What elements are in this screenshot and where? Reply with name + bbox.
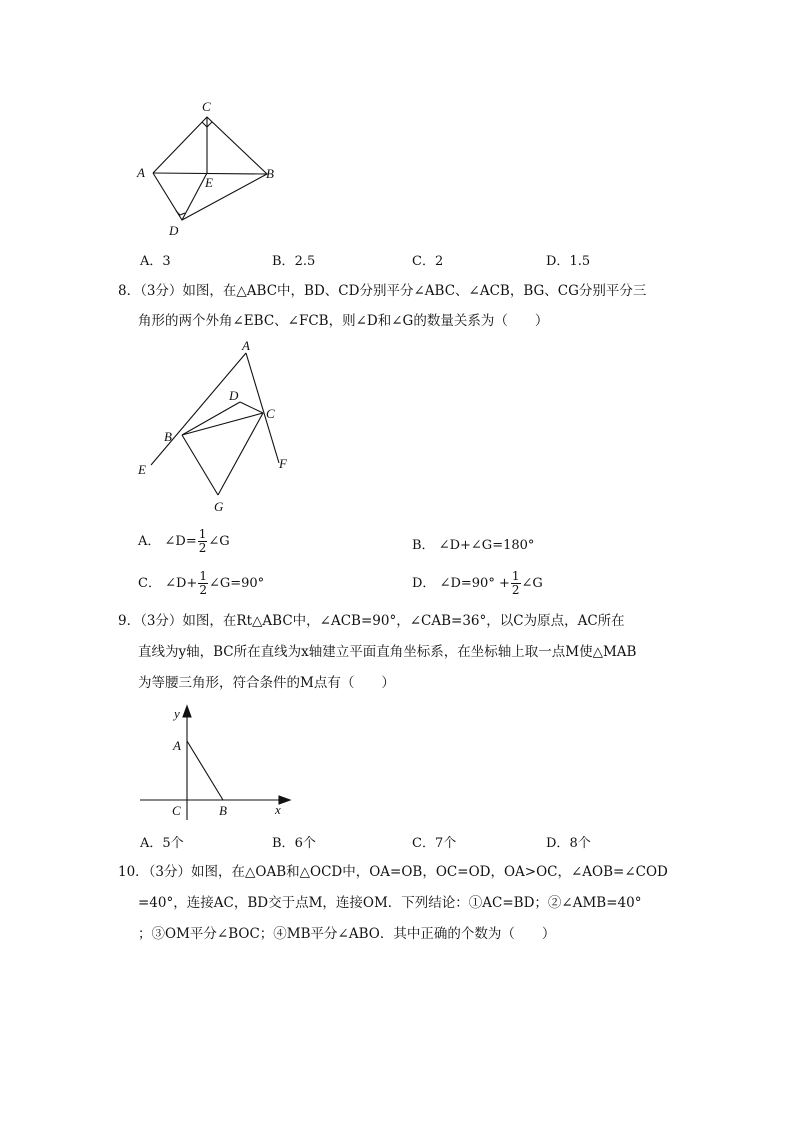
fraction-denominator: 2	[199, 583, 207, 597]
option-text: 3	[162, 254, 171, 269]
q8-figure-bc	[182, 413, 263, 435]
q7-label-c: C	[202, 99, 211, 114]
q9-option-d[interactable]	[546, 832, 591, 851]
q8-figure-ea	[151, 353, 246, 465]
option-letter: A．	[140, 254, 163, 269]
q10-stem-line2: =40°，连接AC，BD交于点M，连接OM．下列结论：①AC=BD；②∠AMB=40°	[138, 895, 642, 911]
option-text: 5个	[162, 836, 184, 851]
q8-stem-line1: 8．（3分）如图，在△ABC中，BD、CD分别平分∠ABC、∠ACB，BG、CG分别平分三	[118, 283, 647, 299]
option-text: ∠D+∠G=180°	[438, 538, 535, 553]
q8-stem-line2: 角形的两个外角∠EBC、∠FCB，则∠D和∠G的数量关系为（ ）	[138, 313, 549, 329]
q8-label-a: A	[242, 338, 250, 353]
q7-figure-right-angle-d	[176, 211, 185, 215]
q7-option-a[interactable]	[140, 250, 171, 269]
q7-figure	[130, 96, 290, 242]
q9-figure-ab	[187, 741, 223, 800]
q9-option-b[interactable]	[272, 832, 316, 851]
fraction-numerator: 1	[198, 527, 207, 541]
option-letter: D．	[546, 254, 570, 269]
fraction-denominator: 2	[511, 583, 520, 597]
option-letter: B．	[272, 836, 295, 851]
q8-label-f: F	[279, 456, 287, 471]
option-letter: C．	[412, 254, 435, 269]
option-letter: A．	[140, 836, 163, 851]
q7-label-e: E	[205, 175, 213, 190]
q7-label-d: D	[169, 223, 179, 238]
q8-label-g: G	[214, 499, 224, 514]
q9-label-c: C	[172, 803, 181, 818]
q9-stem-line2: 直线为y轴，BC所在直线为x轴建立平面直角坐标系，在坐标轴上取一点M使△MAB	[138, 644, 637, 660]
option-letter: D．	[412, 576, 436, 591]
q7-label-a: A	[137, 165, 145, 180]
q9-option-c[interactable]	[412, 832, 456, 851]
q8-figure-dc	[240, 402, 263, 413]
q8-label-e: E	[138, 462, 146, 477]
fraction	[511, 570, 521, 597]
option-letter: C．	[138, 576, 161, 591]
q9-label-b: B	[219, 803, 227, 818]
option-letter: C．	[412, 836, 435, 851]
q7-option-d[interactable]	[546, 250, 590, 269]
q9-label-x: x	[275, 802, 281, 817]
q9-figure-y-arrow	[183, 706, 191, 717]
option-letter: B．	[412, 538, 435, 553]
option-text: ∠D=	[164, 534, 197, 549]
option-letter: B．	[272, 254, 295, 269]
q8-option-a[interactable]	[138, 528, 230, 555]
q8-label-c: C	[266, 406, 275, 421]
q10-stem-line1: 10．（3分）如图，在△OAB和△OCD中，OA=OB，OC=OD，OA>OC，∠AOB=∠COD	[118, 864, 668, 880]
q8-label-d: D	[229, 388, 239, 403]
q9-label-y: y	[174, 706, 180, 721]
q7-option-c[interactable]	[412, 250, 443, 269]
q7-label-b: B	[266, 166, 274, 181]
q8-figure	[130, 338, 300, 518]
option-letter: D．	[546, 836, 570, 851]
option-text: ∠G=90°	[208, 576, 265, 591]
q9-label-a: A	[173, 738, 181, 753]
option-text: 6个	[294, 836, 316, 851]
option-text: ∠D=90° +	[439, 576, 510, 591]
option-text: ∠D+	[165, 576, 198, 591]
option-text: 2	[434, 254, 444, 269]
q9-option-a[interactable]	[140, 832, 184, 851]
q9-stem-line3: 为等腰三角形，符合条件的M点有（ ）	[138, 675, 395, 691]
option-text: ∠G	[208, 534, 230, 549]
fraction	[198, 570, 208, 597]
q8-option-c[interactable]	[138, 570, 264, 597]
q8-label-b: B	[164, 429, 172, 444]
option-text: 8个	[569, 836, 591, 851]
fraction	[198, 528, 208, 555]
q8-option-d[interactable]	[412, 570, 543, 597]
q9-figure	[130, 702, 300, 824]
fraction-numerator: 1	[199, 569, 207, 583]
q10-stem-line3: ；③OM平分∠BOC；④MB平分∠ABO．其中正确的个数为（ ）	[138, 926, 556, 942]
fraction-denominator: 2	[198, 541, 207, 555]
option-text: 7个	[434, 836, 457, 851]
q8-figure-bg	[182, 435, 218, 495]
fraction-numerator: 1	[511, 569, 520, 583]
q7-option-b[interactable]	[272, 250, 315, 269]
option-text: 2.5	[294, 254, 316, 269]
q9-stem-line1: 9．（3分）如图，在Rt△ABC中，∠ACB=90°，∠CAB=36°，以C为原点，AC所在	[118, 613, 625, 629]
q8-figure-cg	[218, 413, 263, 495]
q7-figure-quad	[153, 117, 267, 220]
option-text: ∠G	[521, 576, 543, 591]
q7-figure-ab	[153, 173, 267, 174]
q8-option-b[interactable]	[412, 534, 534, 553]
option-letter: A．	[138, 534, 161, 549]
option-text: 1.5	[569, 254, 591, 269]
